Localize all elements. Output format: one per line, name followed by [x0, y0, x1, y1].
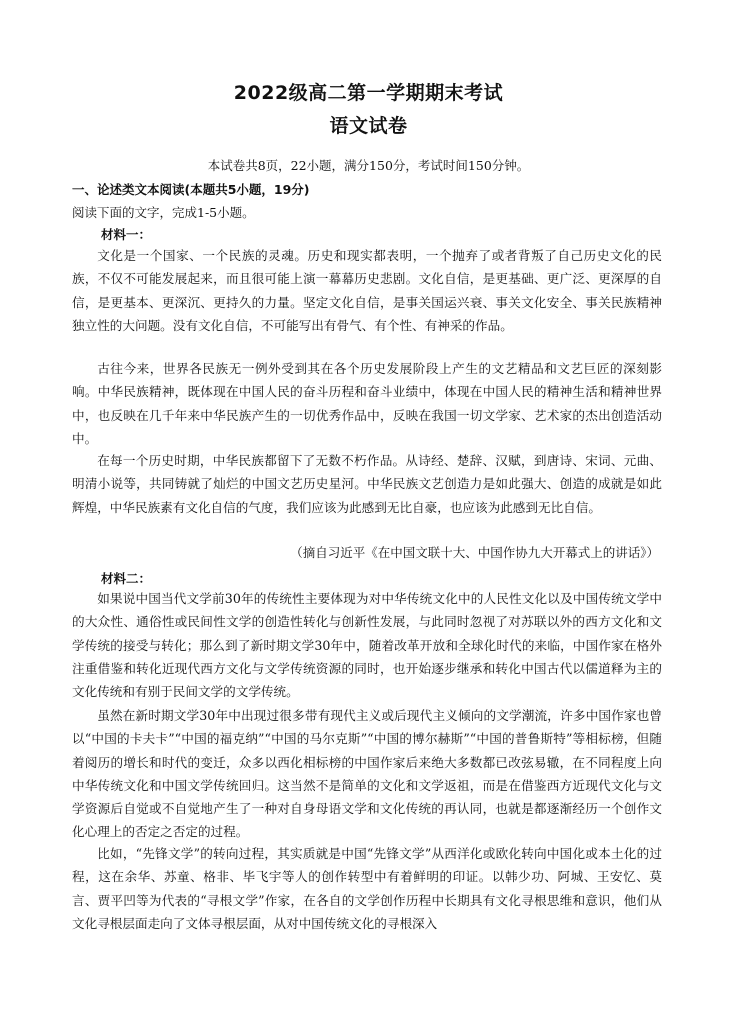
material2-paragraph-1: 如果说中国当代文学前30年的传统性主要体现为对中华传统文化中的人民性文化以及中国传统文学中的大众性、通俗性或民间性文学的创造性转化与创新性发展，与此同时忽视了对苏联以外的西方文化和文学传统的接受与转化；那么到了新时期文学30年中，随着改革开放和全球化时代的来临，中国作家在格外注重借鉴和转化近现代西方文化与文学传统资源的同时，也开始逐步继承和转化中国古代以儒道释为主的文化传统和有别于民间文学的文学传统。	[72, 591, 662, 700]
material1-paragraph-1: 文化是一个国家、一个民族的灵魂。历史和现实都表明，一个抛弃了或者背叛了自己历史文化的民族，不仅不可能发展起来，而且很可能上演一幕幕历史悲剧。文化自信，是更基础、更广泛、更深厚的自信，是更基本、更深沉、更持久的力量。坚定文化自信，是事关国运兴衰、事关文化安全、事关民族精神独立性的大问题。没有文化自信，不可能写出有骨气、有个性、有神采的作品。	[72, 248, 662, 333]
material2-paragraph-3: 比如，“先锋文学”的转向过程，其实质就是中国“先锋文学”从西洋化或欧化转向中国化或本土化的过程，这在余华、苏童、格非、毕飞宇等人的创作转型中有着鲜明的印证。以韩少功、阿城、王安忆、莫言、贾平凹等为代表的“寻根文学”作家，在各自的文学创作历程中长期具有文化寻根思维和意识，他们从文化寻根层面走向了文体寻根层面，从对中国传统文化的寻根深入	[72, 846, 662, 931]
material2-paragraph-2: 虽然在新时期文学30年中出现过很多带有现代主义或后现代主义倾向的文学潮流，许多中国作家也曾以“中国的卡夫卡”“中国的福克纳”“中国的马尔克斯”“中国的博尔赫斯”“中国的普鲁斯特”等相标榜，但随着阅历的增长和时代的变迁，众多以西化相标榜的中国作家后来绝大多数都已改弦易辙，在不同程度上向中华传统文化和中国文学传统回归。这当然不是简单的文化和文学返祖，而是在借鉴西方近现代文化与文学资源后自觉或不自觉地产生了一种对自身母语文学和文化传统的再认同，也就是都逐渐经历一个创作文化心理上的否定之否定的过程。	[72, 708, 662, 840]
material1-paragraph-3: 在每一个历史时期，中华民族都留下了无数不朽作品。从诗经、楚辞、汉赋，到唐诗、宋词、元曲、明清小说等，共同铸就了灿烂的中国文艺历史星河。中华民族文艺创造力是如此强大、创造的成就是如此辉煌，中华民族素有文化自信的气度，我们应该为此感到无比自豪，也应该为此感到无比自信。	[72, 453, 662, 515]
section-heading: 一、论述类文本阅读(本题共5小题，19分)	[72, 182, 310, 197]
material1-label: 材料一：	[101, 227, 152, 242]
section-instruction: 阅读下面的文字，完成1-5小题。	[72, 205, 255, 220]
material2-label: 材料二：	[101, 571, 152, 586]
material1-source: （摘自习近平《在中国文联十大、中国作协九大开幕式上的讲话》）	[290, 545, 659, 560]
exam-info: 本试卷共8页，22小题，满分150分，考试时间150分钟。	[207, 158, 530, 173]
material1-paragraph-2: 古往今来，世界各民族无一例外受到其在各个历史发展阶段上产生的文艺精品和文艺巨匠的深刻影响。中华民族精神，既体现在中国人民的奋斗历程和奋斗业绩中，体现在中国人民的精神生活和精神世界中，也反映在几千年来中华民族产生的一切优秀作品中，反映在我国一切文学家、艺术家的杰出创造活动中。	[72, 361, 662, 446]
exam-subject-title: 语文试卷	[329, 115, 408, 137]
exam-title: 2022级高二第一学期期末考试	[233, 82, 504, 104]
